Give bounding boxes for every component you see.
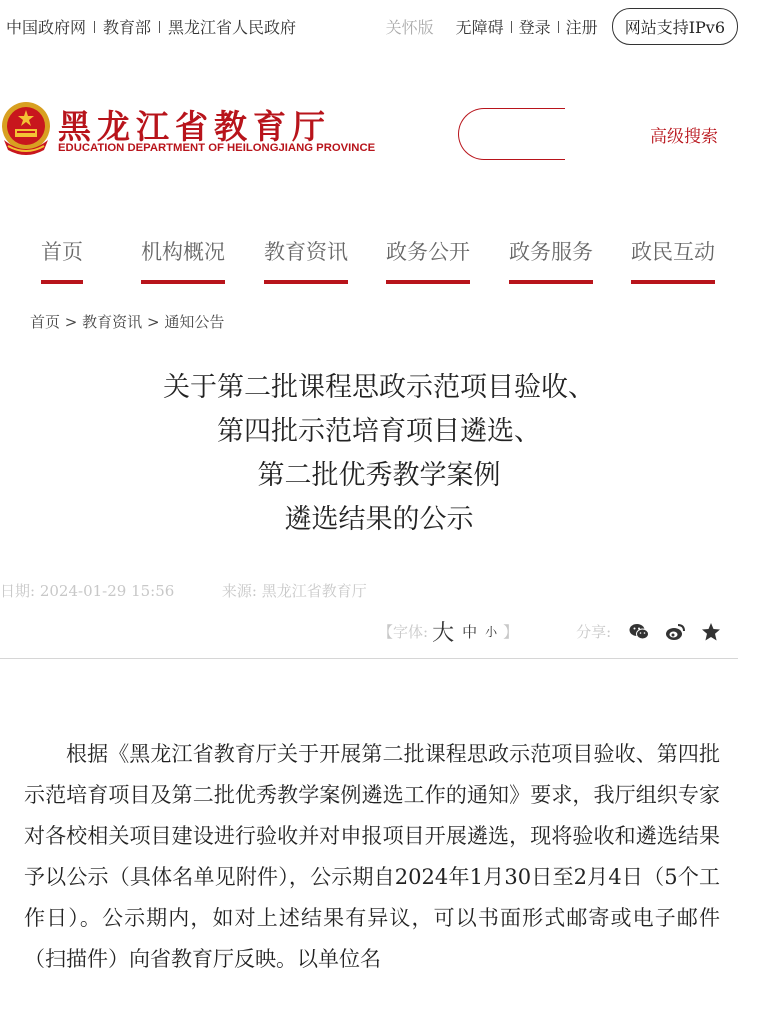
breadcrumb xyxy=(30,311,224,332)
article-meta xyxy=(0,580,367,601)
breadcrumb-separator: > xyxy=(146,313,160,331)
accessibility-link[interactable]: 无障碍 xyxy=(455,18,504,37)
nav-gov-affairs[interactable] xyxy=(386,236,470,266)
nav-label: 政务服务 xyxy=(509,240,593,264)
nav-label: 教育资讯 xyxy=(264,240,348,264)
nav-underline xyxy=(631,280,715,284)
font-size-small-button[interactable]: 小 xyxy=(485,625,498,639)
nav-label: 政务公开 xyxy=(386,240,470,264)
font-size-large-button[interactable]: 大 xyxy=(432,621,455,646)
breadcrumb-news[interactable]: 教育资讯 xyxy=(82,313,143,331)
nav-underline xyxy=(386,280,470,284)
site-name-en: EDUCATION DEPARTMENT OF HEILONGJIANG PROVINCE xyxy=(58,142,376,154)
wechat-icon[interactable] xyxy=(629,623,649,641)
link-moe[interactable]: 教育部 xyxy=(103,18,152,37)
nav-label: 政民互动 xyxy=(631,240,715,264)
top-bar xyxy=(0,0,758,50)
article-tools xyxy=(378,616,737,647)
article-title xyxy=(0,366,758,542)
article-body: 根据《黑龙江省教育厅关于开展第二批课程思政示范项目验收、第四批示范培育项目及第二批优秀教学案例遴选工作的通知》要求，我厅组织专家对各校相关项目建设进行验收并对申报项目开展遴选，现将验收和遴选结果予以公示（具体名单见附件），公示期自2024年1月30日至2月4日（5个工作日）。公示期内，如对上述结果有异议，可以书面形式邮寄或电子邮件（扫描件）向省教育厅反映。以单位名 xyxy=(24,742,720,971)
source-label: 来源: xyxy=(221,582,257,600)
nav-services[interactable] xyxy=(509,236,593,266)
nav-underline xyxy=(509,280,593,284)
content-divider xyxy=(0,658,738,659)
top-links xyxy=(6,15,296,38)
nav-underline xyxy=(264,280,348,284)
national-emblem-icon xyxy=(0,100,52,156)
register-link[interactable]: 注册 xyxy=(565,18,598,37)
search-input[interactable] xyxy=(458,108,598,160)
main-nav xyxy=(0,236,758,288)
breadcrumb-home[interactable]: 首页 xyxy=(30,313,61,331)
weibo-icon[interactable] xyxy=(665,623,685,641)
nav-home[interactable] xyxy=(41,236,83,266)
breadcrumb-notices[interactable]: 通知公告 xyxy=(164,313,225,331)
title-line: 第四批示范培育项目遴选、 xyxy=(217,416,541,447)
divider xyxy=(159,21,160,33)
ipv6-badge: 网站支持IPv6 xyxy=(612,8,738,45)
font-size-close: 】 xyxy=(503,623,519,641)
publish-date: 2024-01-29 15:56 xyxy=(39,582,175,600)
site-name-cn: 黑龙江省教育厅 xyxy=(58,107,331,146)
font-size-medium-button[interactable]: 中 xyxy=(462,623,478,641)
divider xyxy=(94,21,95,33)
login-link[interactable]: 登录 xyxy=(518,18,551,37)
nav-underline xyxy=(141,280,225,284)
font-size-label: 【字体: xyxy=(378,623,429,641)
nav-news[interactable] xyxy=(264,236,348,266)
share-label: 分享: xyxy=(576,623,612,641)
star-icon[interactable] xyxy=(701,623,721,641)
nav-label: 机构概况 xyxy=(141,240,225,264)
nav-underline xyxy=(41,280,83,284)
breadcrumb-separator: > xyxy=(64,313,78,331)
nav-about[interactable] xyxy=(141,236,225,266)
title-line: 遴选结果的公示 xyxy=(284,504,474,535)
search-box-mask xyxy=(565,107,599,163)
nav-label: 首页 xyxy=(41,240,83,264)
top-right-links xyxy=(386,8,738,45)
divider xyxy=(558,21,559,33)
advanced-search-link[interactable]: 高级搜索 xyxy=(650,127,718,147)
article-source: 黑龙江省教育厅 xyxy=(261,582,367,600)
title-line: 第二批优秀教学案例 xyxy=(257,460,501,491)
date-label: 日期: xyxy=(0,582,36,600)
link-hlj-gov[interactable]: 黑龙江省人民政府 xyxy=(168,18,297,37)
divider xyxy=(511,21,512,33)
care-mode-link[interactable]: 关怀版 xyxy=(385,18,434,37)
nav-interaction[interactable] xyxy=(631,236,715,266)
link-gov-cn[interactable]: 中国政府网 xyxy=(6,18,87,37)
title-line: 关于第二批课程思政示范项目验收、 xyxy=(163,372,595,403)
